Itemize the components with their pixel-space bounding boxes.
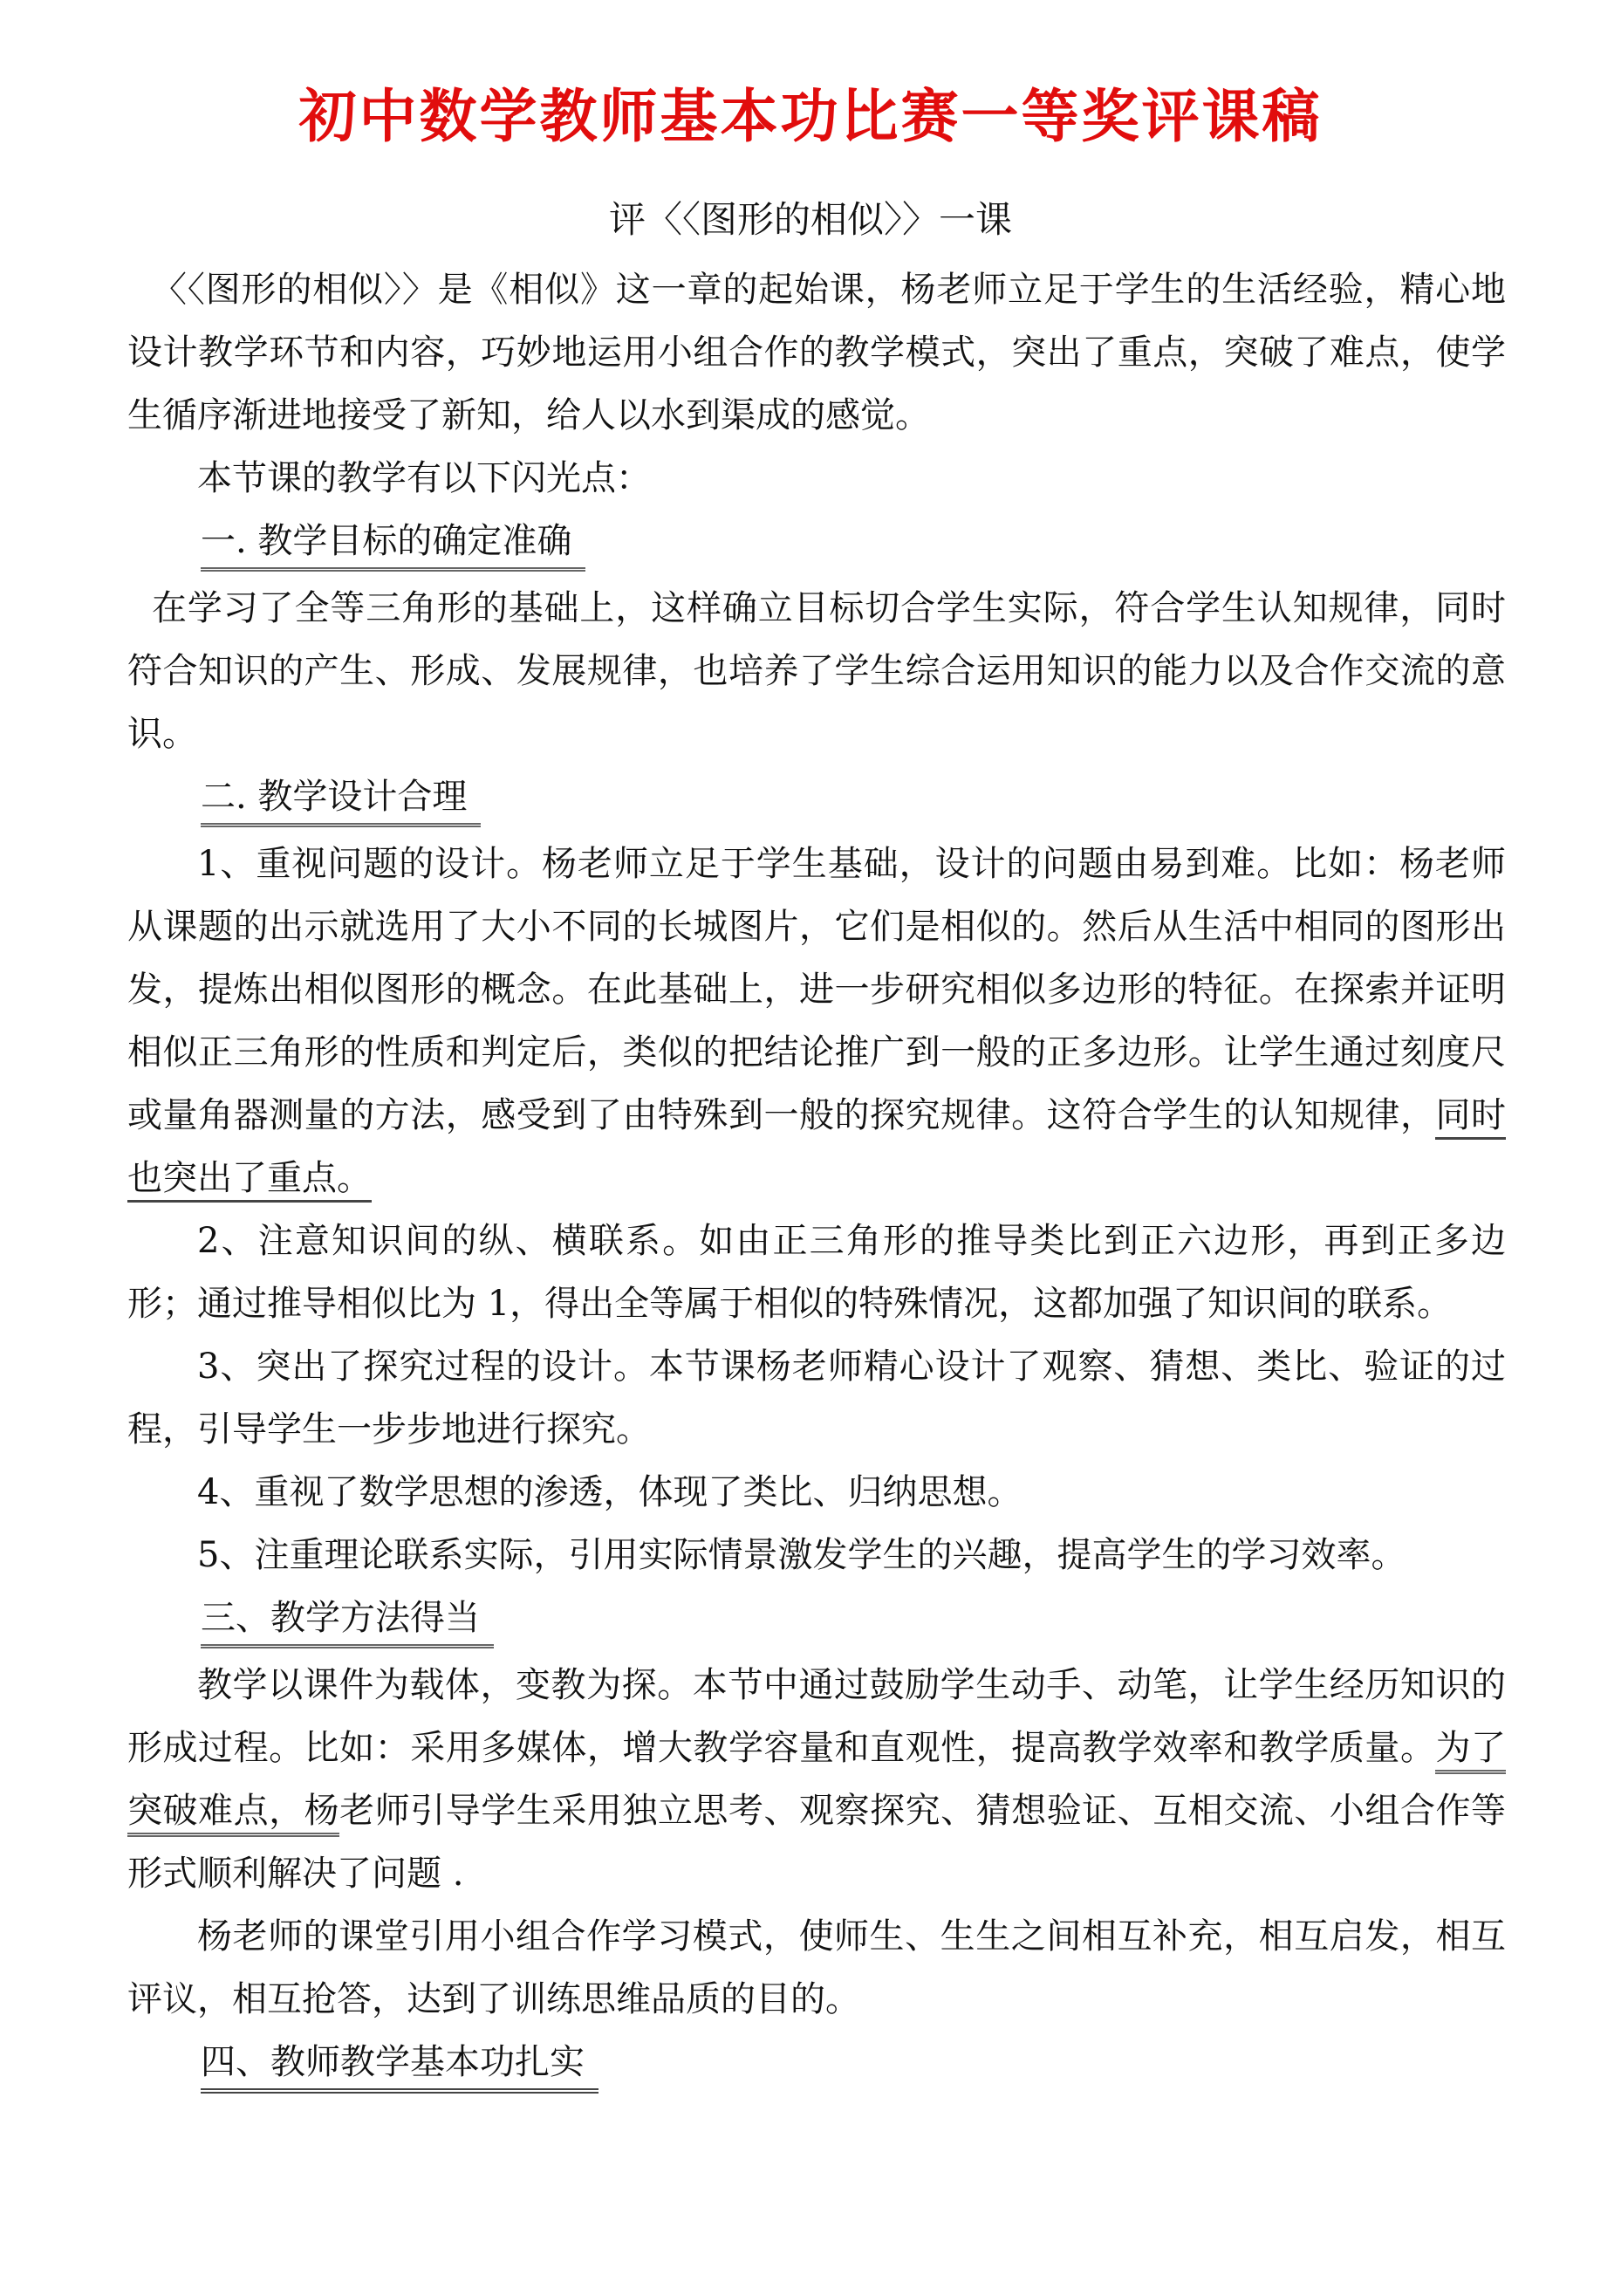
section3-paragraph1 — [127, 1654, 1506, 1905]
section2-heading: 二. 教学设计合理 — [201, 771, 481, 827]
intro-paragraph: 〈〈图形的相似〉〉是《相似》这一章的起始课，杨老师立足于学生的生活经验，精心地设计教学环节和内容，巧妙地运用小组合作的教学模式，突出了重点，突破了难点，使学生循序渐进地接受了新知，给人以水到渠成的感觉。 — [127, 270, 1506, 435]
section3-paragraph1-rest: 老师引导学生采用独立思考、观察探究、猜想验证、互相交流、小组合作等形式顺利解决了问题 . — [127, 1791, 1507, 1894]
section3-heading: 三、教学方法得当 — [201, 1592, 494, 1648]
section3-paragraph1-text: 教学以课件为载体，变教为探。本节中通过鼓励学生动手、动笔，让学生经历知识的形成过程。比如：采用多媒体，增大教学容量和直观性，提高教学效率和教学质量。 — [127, 1665, 1506, 1768]
section2-point1-text: 1、重视问题的设计。杨老师立足于学生基础，设计的问题由易到难。比如：杨老师从课题的出示就选用了大小不同的长城图片，它们是相似的。然后从生活中相同的图形出发，提炼出相似图形的概念。在此基础上，进一步研究相似多边形的特征。在探索并证明相似正三角形的性质和判定后，类似的把结论推广到一般的正多边形。让学生通过刻度尺或量角器测量的方法，感受到了由特殊到一般的探究规律。这符合学生的认知规律， — [127, 844, 1506, 1135]
section1-heading: 一. 教学目标的确定准确 — [201, 515, 585, 572]
section2-point4: 4、重视了数学思想的渗透，体现了类比、归纳思想。 — [197, 1472, 1023, 1512]
highlights-intro: 本节课的教学有以下闪光点： — [197, 458, 651, 498]
section2-point1 — [127, 833, 1506, 1210]
document-body — [127, 258, 1506, 2099]
section4-heading: 四、教师教学基本功扎实 — [201, 2036, 598, 2094]
section1-paragraph: 在学习了全等三角形的基础上，这样确立目标切合学生实际，符合学生认知规律，同时符合知识的产生、形成、发展规律，也培养了学生综合运用知识的能力以及合作交流的意识。 — [127, 588, 1506, 754]
section2-point2: 2、注意知识间的纵、横联系。如由正三角形的推导类比到正六边形，再到正多边形；通过推导相似比为 1，得出全等属于相似的特殊情况，这都加强了知识间的联系。 — [127, 1221, 1506, 1324]
document-subtitle: 评〈〈图形的相似〉〉一课 — [608, 198, 1012, 241]
section2-point3: 3、突出了探究过程的设计。本节课杨老师精心设计了观察、猜想、类比、验证的过程，引导学生一步步地进行探究。 — [127, 1347, 1506, 1450]
section3-paragraph1-underlined: 为了突破难点，杨 — [127, 1728, 1506, 1837]
section2-point5: 5、注重理论联系实际，引用实际情景激发学生的兴趣，提高学生的学习效率。 — [197, 1535, 1406, 1575]
section2-point1-underlined: 同时也突出了重点。 — [127, 1095, 1506, 1203]
section3-paragraph2: 杨老师的课堂引用小组合作学习模式，使师生、生生之间相互补充，相互启发，相互评议，相互抢答，达到了训练思维品质的目的。 — [127, 1916, 1506, 2019]
document-title: 初中数学教师基本功比赛一等奖评课稿 — [298, 82, 1323, 150]
